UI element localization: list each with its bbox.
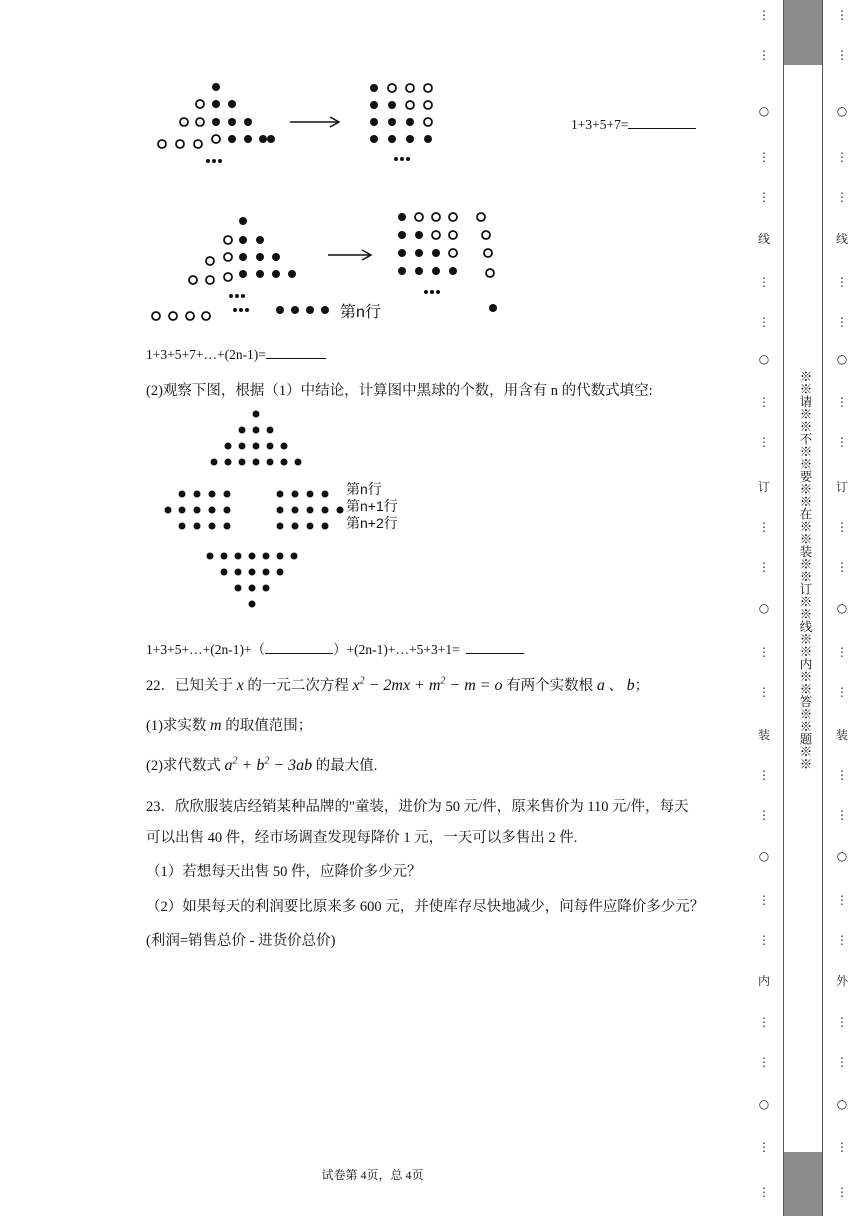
binding-hole-icon: ○ [758,104,770,118]
row-label-n-plus-2: 第n+2行 [346,515,398,531]
separator: 、 [608,678,623,694]
binding-label-bind: 装 [757,728,770,742]
problem-23-q2: （2）如果每天的利润要比原来多 600 元，并使库存尽快地减少，问每件应降价多少元？ [146,899,705,915]
band-bottom-shade [784,1152,822,1216]
figure-diamond-dots [160,404,410,614]
binding-hole-icon: ○ [836,601,848,615]
binding-hole-icon: ○ [758,352,770,366]
binding-hole-icon: ○ [836,104,848,118]
expression: $a^2 + b^2 - 3ab$ [224,755,313,774]
page-footer: 试卷第 4页，总 4页 [321,1168,424,1182]
problem-23-q1: （1）若想每天出售 50 件，应降价多少元？ [146,864,422,880]
binding-hole-icon: ○ [758,1097,770,1111]
problem-22-part2 [146,754,377,775]
binding-hole-icon: ○ [836,352,848,366]
binding-strip [745,0,860,1216]
answer-blank-end[interactable] [466,641,524,654]
row-label-n: 第n行 [346,481,382,497]
var-m: m [210,717,222,734]
text: ； [634,678,650,694]
text: 的取值范围； [225,718,313,734]
equation-left: 1+3+5+…+(2n-1)+（ [146,642,266,657]
inner-binding-line: ⋮ ⋮ ○ ⋮ ⋮ 线 ⋮ ⋮ ○ ⋮ ⋮ 订 ⋮ ⋮ ○ ⋮ ⋮ 装 ⋮ ⋮ ○ ⋮ ⋮ 内 ⋮ ⋮ ○ ⋮ ⋮ [745,0,783,1216]
warning-band [783,0,823,1216]
answer-blank[interactable] [628,116,696,129]
outer-binding-line: ⋮ ⋮ ○ ⋮ ⋮ 线 ⋮ ⋮ ○ ⋮ ⋮ 订 ⋮ ⋮ ○ ⋮ ⋮ 装 ⋮ ⋮ ○ ⋮ ⋮ 外 ⋮ ⋮ ○ ⋮ ⋮ [823,0,860,1216]
problem-22-part1 [146,714,312,735]
problem-22-statement [146,674,649,695]
problem-23-line2: 可以出售 40 件，经市场调查发现每降价 1 元，一天可以多售出 2 件. [146,830,578,846]
problem-23-line1: 23．欣欣服装店经销某种品牌的"童装，进价为 50 元/件，原来售价为 110 元/件，每天 [146,799,689,815]
text: 有两个实数根 [506,678,594,694]
row-label-n-plus-1: 第n+1行 [346,498,398,514]
no-answer-warning: ※※请※※不※※要※※在※※装※※订※※线※※内※※答※※题※※ [798,370,812,770]
equation-text: 1+3+5+7+…+(2n-1)= [146,347,266,362]
problem-23-note: (利润=销售总价 - 进货价总价) [146,933,336,949]
quadratic-equation: $x^2 - 2mx + m^2 - m = o$ [352,675,503,694]
binding-label-line: 线 [835,232,848,246]
binding-hole-icon: ○ [758,601,770,615]
binding-label-line: 线 [757,232,770,246]
row-label-nth: 第n行 [340,304,381,321]
text: (2)求代数式 [146,758,221,774]
part2-instruction: (2)观察下图，根据（1）中结论，计算图中黑球的个数，用含有 n 的代数式填空: [146,383,653,399]
equation-sum-small [571,116,696,133]
var-x: x [236,677,244,694]
var-a: a [596,677,605,694]
binding-hole-icon: ○ [836,1097,848,1111]
answer-blank[interactable] [266,346,326,359]
equation-text: 1+3+5+7= [571,117,629,132]
var-b: b [626,677,635,694]
text: 的最大值. [315,758,378,774]
binding-label-bind: 装 [835,728,848,742]
equation-sum-general [146,346,326,363]
text: 的一元二次方程 [247,678,349,694]
binding-label-order: 订 [835,480,848,494]
problem-number: 22． [146,678,175,694]
equation-diamond [146,638,524,658]
equation-right: ）+(2n-1)+…+5+3+1= [333,642,460,657]
band-top-shade [784,0,822,65]
binding-hole-icon: ○ [758,849,770,863]
answer-blank-middle[interactable] [265,641,333,654]
binding-label-outer: 外 [835,974,848,988]
binding-hole-icon: ○ [836,849,848,863]
figure-triangle-to-square-general [148,195,508,325]
text: 已知关于 [175,678,233,694]
text: (1)求实数 [146,718,207,734]
binding-label-order: 订 [757,480,770,494]
figure-triangle-to-square-small [150,75,450,170]
binding-label-inner: 内 [757,974,770,988]
